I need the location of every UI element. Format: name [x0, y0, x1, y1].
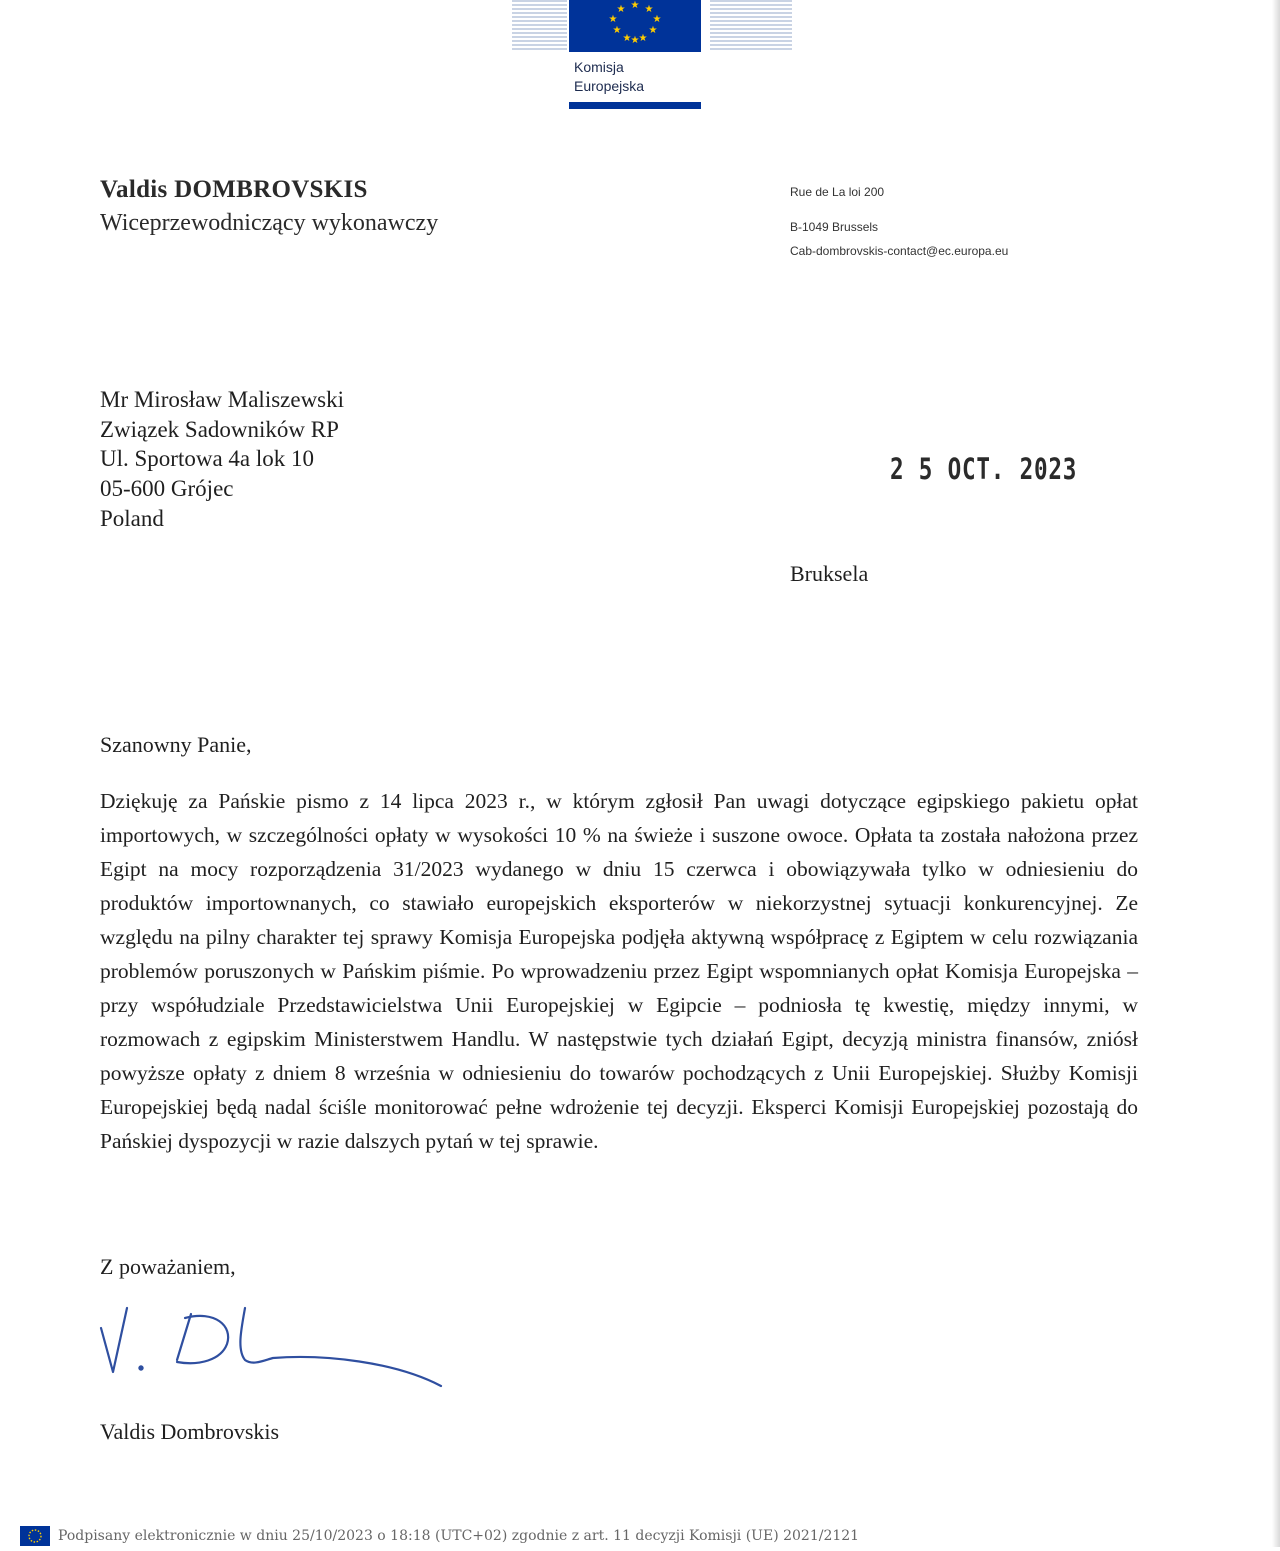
footer-bar: [0, 1522, 1280, 1547]
logo-text: [574, 58, 644, 96]
logo-stripes-right: [710, 0, 792, 52]
recipient-country: Poland: [100, 505, 164, 531]
closing: Z poważaniem,: [100, 1254, 236, 1279]
signer-name: Valdis Dombrovskis: [100, 1419, 280, 1444]
logo-line-2: Europejska: [574, 78, 645, 94]
letter-body: Dziękuję za Pańskie pismo z 14 lipca 2023 r., w którym zgłosił Pan uwagi dotyczące egipskiego pakietu opłat importowych, w szczególności opłaty w wysokości 10 % na świeże i suszone owoce. Opłata ta została nałożona przez Egipt na mocy rozporządzenia 31/2023 wydanego w dniu 15 czerwca i obowiązywała tylko w odniesieniu do produktów importownanych, co stawiało europejskich eksporterów w niekorzystnej sytuacji konkurencyjnej. Ze względu na pilny charakter tej sprawy Komisja Europejska podjęła aktywną współpracę z Egiptem w celu rozwiązania problemów poruszonych w Pańskim piśmie. Po wprowadzeniu przez Egipt wspomnianych opłat Komisja Europejska – przy współudziale Przedstawicielstwa Unii Europejskiej w Egipcie – podniosła tę kwestię, między innymi, w rozmowach z egipskim Ministerstwem Handlu. W następstwie tych działań Egipt, decyzją ministra finansów, zniósł powyższe opłaty z dniem 8 września w odniesieniu do towarów pochodzących z Unii Europejskiej. Służby Komisji Europejskiej będą nadal ściśle monitorować pełne wdrożenie tej decyzji. Eksperci Komisji Europejskiej pozostają do Pańskiej dyspozycji w razie dalszych pytań w tej sprawie.: [100, 789, 1138, 1153]
address-city: B-1049 Brussels: [790, 220, 879, 234]
svg-text:★: ★: [608, 14, 618, 25]
svg-text:★: ★: [652, 14, 662, 25]
logo-line-1: Komisja: [574, 59, 624, 75]
svg-text:★: ★: [638, 33, 648, 44]
footer-eu-flag-icon: [20, 1526, 50, 1546]
date-stamp: 2 5 OCT. 2023: [890, 452, 1078, 486]
handwritten-signature: [95, 1300, 455, 1405]
sender-name: Valdis DOMBROVSKIS: [100, 176, 368, 203]
recipient-name: Mr Mirosław Maliszewski: [100, 387, 345, 412]
eu-flag-icon: [569, 0, 701, 52]
address-street: Rue de La loi 200: [790, 185, 885, 199]
svg-text:★: ★: [648, 25, 658, 36]
page-edge-shadow: [1272, 0, 1280, 1547]
recipient-city: 05-600 Grójec: [100, 476, 234, 502]
svg-text:★: ★: [616, 4, 626, 15]
logo-underline: [569, 102, 701, 109]
logo-stripes-left: [512, 0, 567, 52]
electronic-signature-note: Podpisany elektronicznie w dniu 25/10/2023 o 18:18 (UTC+02) zgodnie z art. 11 decyzji Komisji (UE) 2021/2121: [58, 1528, 860, 1544]
recipient-street: Ul. Sportowa 4a lok 10: [100, 446, 315, 472]
european-commission-logo: [512, 0, 792, 112]
recipient-block: [100, 385, 344, 534]
svg-text:★: ★: [630, 0, 640, 11]
recipient-organization: Związek Sadowników RP: [100, 416, 339, 442]
address-email: Cab-dombrovskis-contact@ec.europa.eu: [790, 244, 1009, 258]
greeting: Szanowny Panie,: [100, 732, 252, 757]
svg-text:★: ★: [622, 33, 632, 44]
svg-text:★: ★: [644, 4, 654, 15]
place: Bruksela: [790, 561, 869, 586]
sender-title: Wiceprzewodniczący wykonawczy: [100, 210, 439, 236]
svg-text:★: ★: [630, 35, 640, 46]
svg-text:★: ★: [612, 25, 622, 36]
